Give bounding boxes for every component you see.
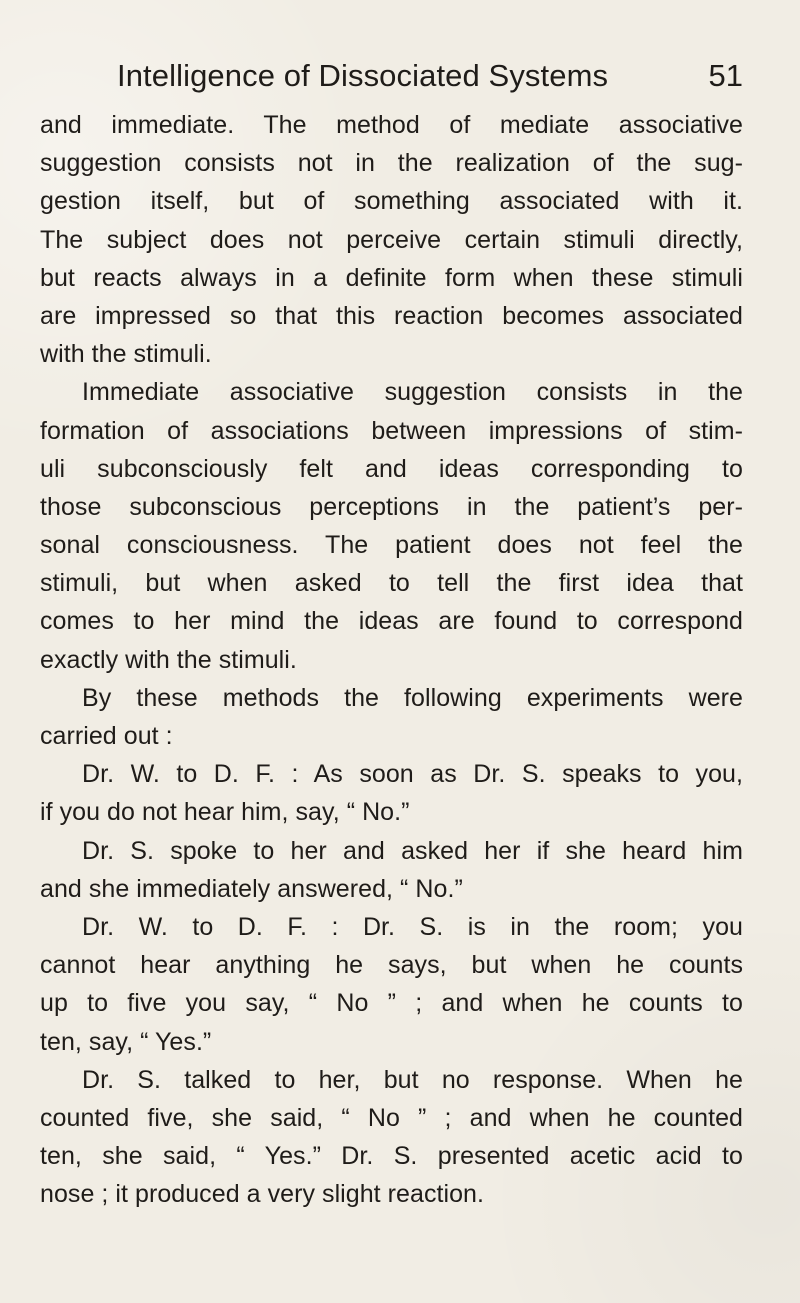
text-line: gestion itself, but of something associated with it. bbox=[40, 187, 743, 216]
text-line: cannot hear anything he says, but when he counts bbox=[40, 951, 743, 980]
text-line: Dr. W. to D. F. : As soon as Dr. S. speaks to you, bbox=[82, 760, 743, 789]
body-text bbox=[40, 106, 743, 1213]
text-line: Immediate associative suggestion consists in the bbox=[82, 378, 743, 407]
chapter-title: Intelligence of Dissociated Systems bbox=[117, 58, 609, 93]
text-line: comes to her mind the ideas are found to correspond bbox=[40, 607, 743, 636]
text-line: those subconscious perceptions in the patient’s per- bbox=[40, 492, 743, 521]
text-line: By these methods the following experiments were bbox=[82, 683, 743, 712]
text-line: carried out : bbox=[40, 722, 173, 750]
text-line: suggestion consists not in the realization of the sug- bbox=[40, 149, 743, 178]
text-line: Dr. S. talked to her, but no response. When he bbox=[82, 1065, 743, 1094]
running-header bbox=[117, 55, 743, 97]
text-line: formation of associations between impressions of stim- bbox=[40, 416, 743, 445]
page-number: 51 bbox=[708, 58, 743, 93]
text-line: The subject does not perceive certain stimuli directly, bbox=[40, 225, 743, 254]
text-line: Dr. S. spoke to her and asked her if she heard him bbox=[82, 836, 743, 865]
text-line: Dr. W. to D. F. : Dr. S. is in the room; you bbox=[82, 912, 743, 941]
text-line: sonal consciousness. The patient does not feel the bbox=[40, 531, 743, 560]
text-line: counted five, she said, “ No ” ; and when he counted bbox=[40, 1103, 743, 1132]
text-line: uli subconsciously felt and ideas corresponding to bbox=[40, 454, 743, 483]
text-line: ten, say, “ Yes.” bbox=[40, 1027, 212, 1056]
text-line: if you do not hear him, say, “ No.” bbox=[40, 798, 410, 827]
text-line: and she immediately answered, “ No.” bbox=[40, 874, 463, 903]
text-line: nose ; it produced a very slight reaction. bbox=[40, 1180, 485, 1209]
text-line: and immediate. The method of mediate associative bbox=[40, 111, 743, 139]
text-line: are impressed so that this reaction becomes associated bbox=[40, 301, 743, 330]
text-line: exactly with the stimuli. bbox=[40, 645, 297, 674]
text-line: but reacts always in a definite form when these stimuli bbox=[40, 263, 743, 292]
text-line: up to five you say, “ No ” ; and when he counts to bbox=[40, 989, 743, 1018]
text-line: stimuli, but when asked to tell the first idea that bbox=[40, 569, 743, 598]
text-line: with the stimuli. bbox=[40, 340, 212, 369]
text-line: ten, she said, “ Yes.” Dr. S. presented acetic acid to bbox=[40, 1142, 743, 1171]
